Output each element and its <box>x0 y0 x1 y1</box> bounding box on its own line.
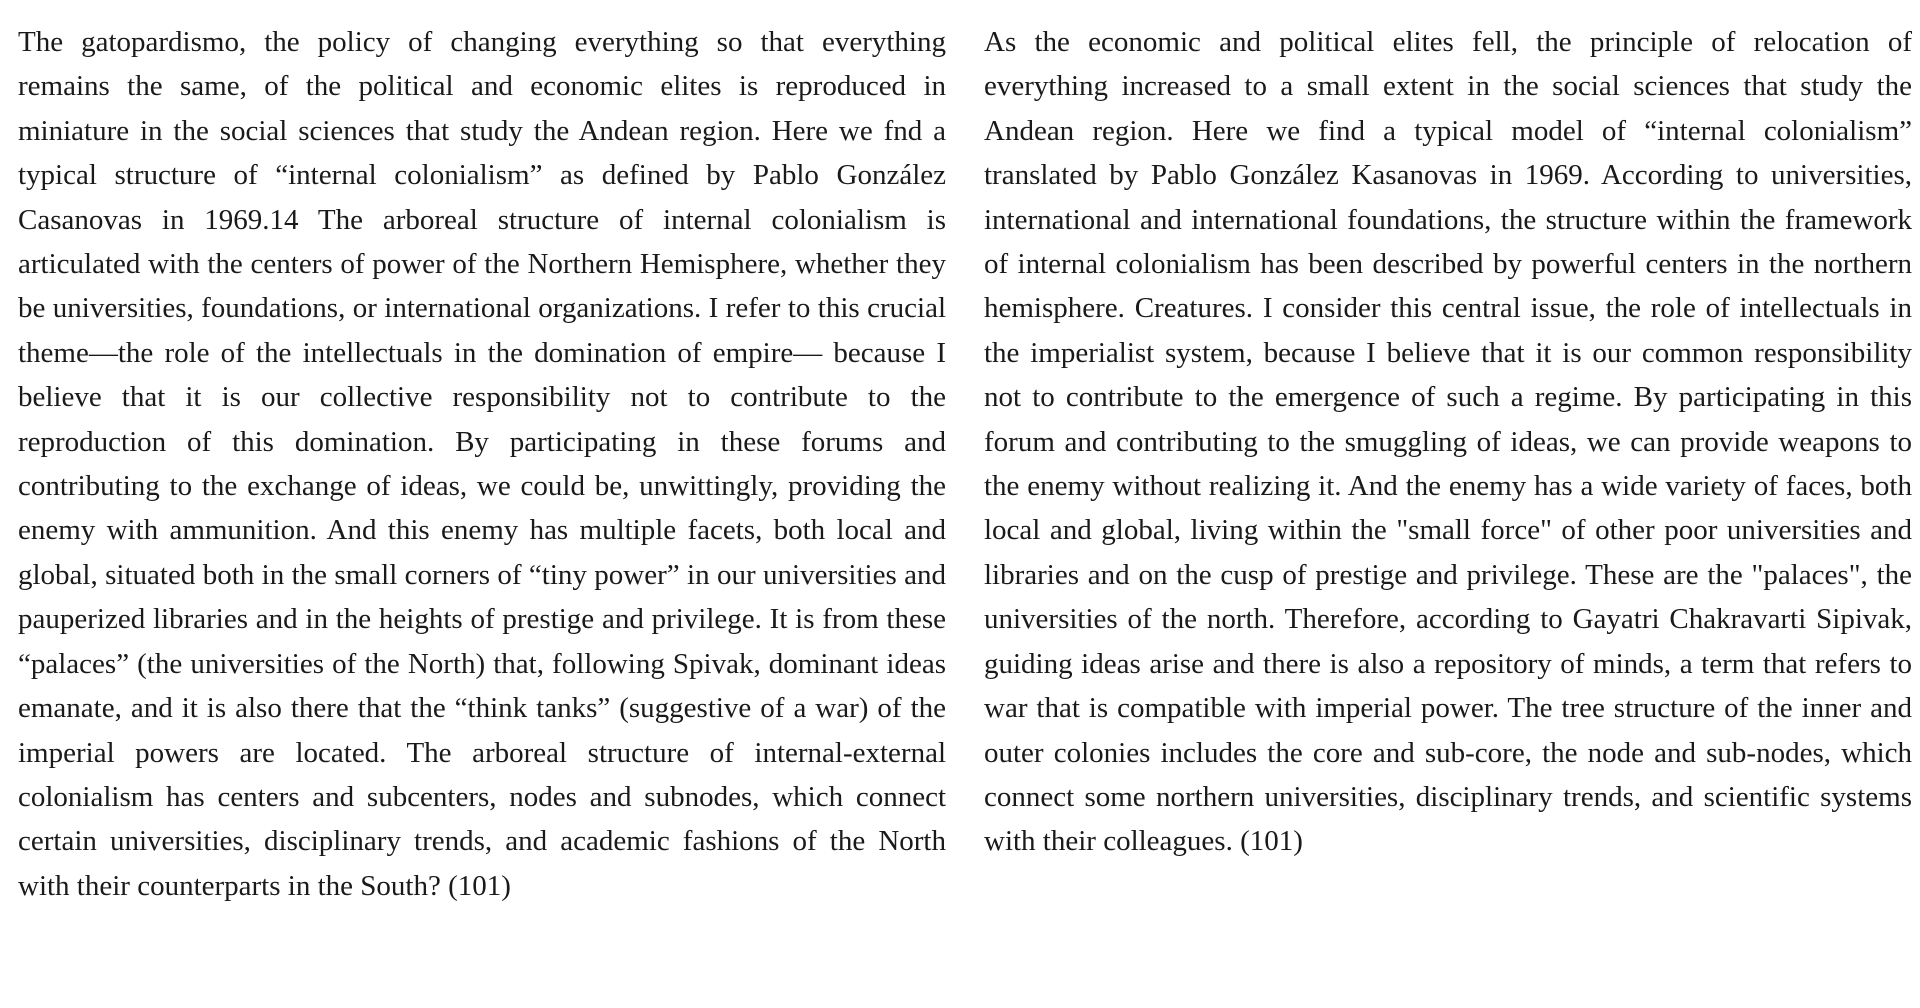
original-text-column: The gatopardismo, the policy of changing everything so that everything remains the same, of the political and economic elites is reproduced in miniature in the social sciences that study the Andean region. Here we fnd a typical structure of “internal colonialism” as defined by Pablo González Casanovas in 1969.14 The arboreal structure of internal colonialism is articulated with the centers of power of the Northern Hemisphere, whether they be universities, foundations, or international organizations. I refer to this crucial theme—the role of the intellectuals in the domination of empire— because I believe that it is our collective responsibility not to contribute to the reproduction of this domination. By participating in these forums and contributing to the exchange of ideas, we could be, unwittingly, providing the enemy with ammunition. And this enemy has multiple facets, both local and global, situated both in the small corners of “tiny power” in our universities and pauperized libraries and in the heights of prestige and privilege. It is from these “palaces” (the universities of the North) that, following Spivak, dominant ideas emanate, and it is also there that the “think tanks” (suggestive of a war) of the imperial powers are located. The arboreal structure of internal-external colonialism has centers and subcenters, nodes and subnodes, which connect certain universities, disciplinary trends, and academic fashions of the North with their counterparts in the South? (101) <box>18 26 946 902</box>
translated-text-column: As the economic and political elites fell, the principle of relocation of everything increased to a small extent in the social sciences that study the Andean region. Here we find a typical model of “internal colonialism” translated by Pablo González Kasanovas in 1969. According to universities, international and international foundations, the structure within the framework of internal colonialism has been described by powerful centers in the northern hemisphere. Creatures. I consider this central issue, the role of intellectuals in the imperialist system, because I believe that it is our common responsibility not to contribute to the emergence of such a regime. By participating in this forum and contributing to the smuggling of ideas, we can provide weapons to the enemy without realizing it. And the enemy has a wide variety of faces, both local and global, living within the "small force" of other poor universities and libraries and on the cusp of prestige and privilege. These are the "palaces", the universities of the north. Therefore, according to Gayatri Chakravarti Sipivak, guiding ideas arise and there is also a repository of minds, a term that refers to war that is compatible with imperial power. The tree structure of the inner and outer colonies includes the core and sub-core, the node and sub-nodes, which connect some northern universities, disciplinary trends, and scientific systems with their colleagues. (101) <box>984 26 1912 858</box>
